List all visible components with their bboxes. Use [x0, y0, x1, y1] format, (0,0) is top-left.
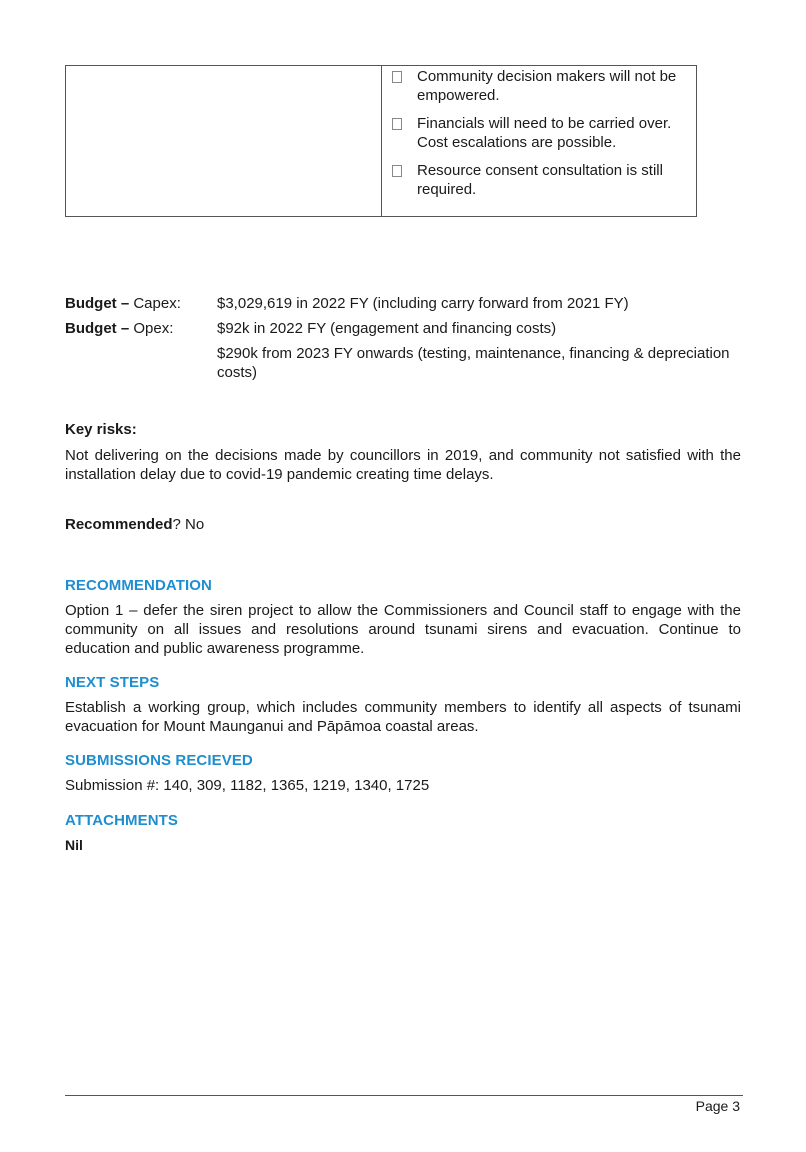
list-item [390, 67, 688, 105]
budget-capex-label: Budget – Capex: [65, 295, 181, 312]
footer-divider [65, 1095, 743, 1096]
attachments-text: Nil [65, 837, 83, 853]
next-steps-section [65, 673, 741, 736]
next-steps-text: Establish a working group, which includes community members to identify all aspects of tsunami evacuation for Mount Maunganui and Pāpāmoa coastal areas. [65, 699, 741, 735]
attachments-section [65, 811, 741, 855]
page-number: Page 3 [695, 1098, 740, 1114]
bullet-icon [392, 165, 402, 177]
bullet-icon [392, 71, 402, 83]
cons-table-left-cell [66, 66, 382, 216]
budget-opex-label: Budget – Opex: [65, 320, 174, 337]
budget-opex-row-2 [65, 344, 745, 382]
budget-opex-row [65, 319, 745, 338]
list-item [390, 161, 688, 199]
cons-table-right-cell [382, 66, 696, 216]
budget-capex-row [65, 294, 745, 313]
submissions-text: Submission #: 140, 309, 1182, 1365, 1219, 1340, 1725 [65, 777, 430, 794]
cons-table [65, 65, 697, 217]
recommendation-section [65, 576, 741, 658]
recommendation-heading: RECOMMENDATION [65, 577, 212, 594]
budget-opex-value-1: $92k in 2022 FY (engagement and financing costs) [217, 320, 557, 337]
recommended-section [65, 515, 741, 534]
bullet-text: Community decision makers will not be empowered. [417, 68, 677, 104]
recommended-value: ? No [172, 516, 205, 533]
bullet-text: Resource consent consultation is still required. [417, 162, 663, 198]
key-risks-section [65, 420, 741, 484]
key-risks-heading: Key risks: [65, 421, 137, 438]
budget-capex-value: $3,029,619 in 2022 FY (including carry forward from 2021 FY) [217, 295, 629, 312]
recommended-label: Recommended [65, 516, 173, 533]
bullet-icon [392, 118, 402, 130]
key-risks-text: Not delivering on the decisions made by councillors in 2019, and community not satisfied with the installation delay due to covid-19 pandemic creating time delays. [65, 447, 741, 483]
list-item [390, 114, 688, 152]
attachments-heading: ATTACHMENTS [65, 812, 179, 829]
budget-opex-value-2: $290k from 2023 FY onwards (testing, maintenance, financing & depreciation costs) [217, 345, 730, 381]
submissions-section [65, 751, 741, 795]
recommendation-text: Option 1 – defer the siren project to allow the Commissioners and Council staff to engage with the community on all issues and resolutions around tsunami sirens and evacuation. Continue to education and public awareness programme. [65, 602, 741, 657]
next-steps-heading: NEXT STEPS [65, 674, 160, 691]
budget-block [65, 294, 745, 388]
submissions-heading: SUBMISSIONS RECIEVED [65, 752, 253, 769]
bullet-text: Financials will need to be carried over. Cost escalations are possible. [417, 115, 672, 151]
